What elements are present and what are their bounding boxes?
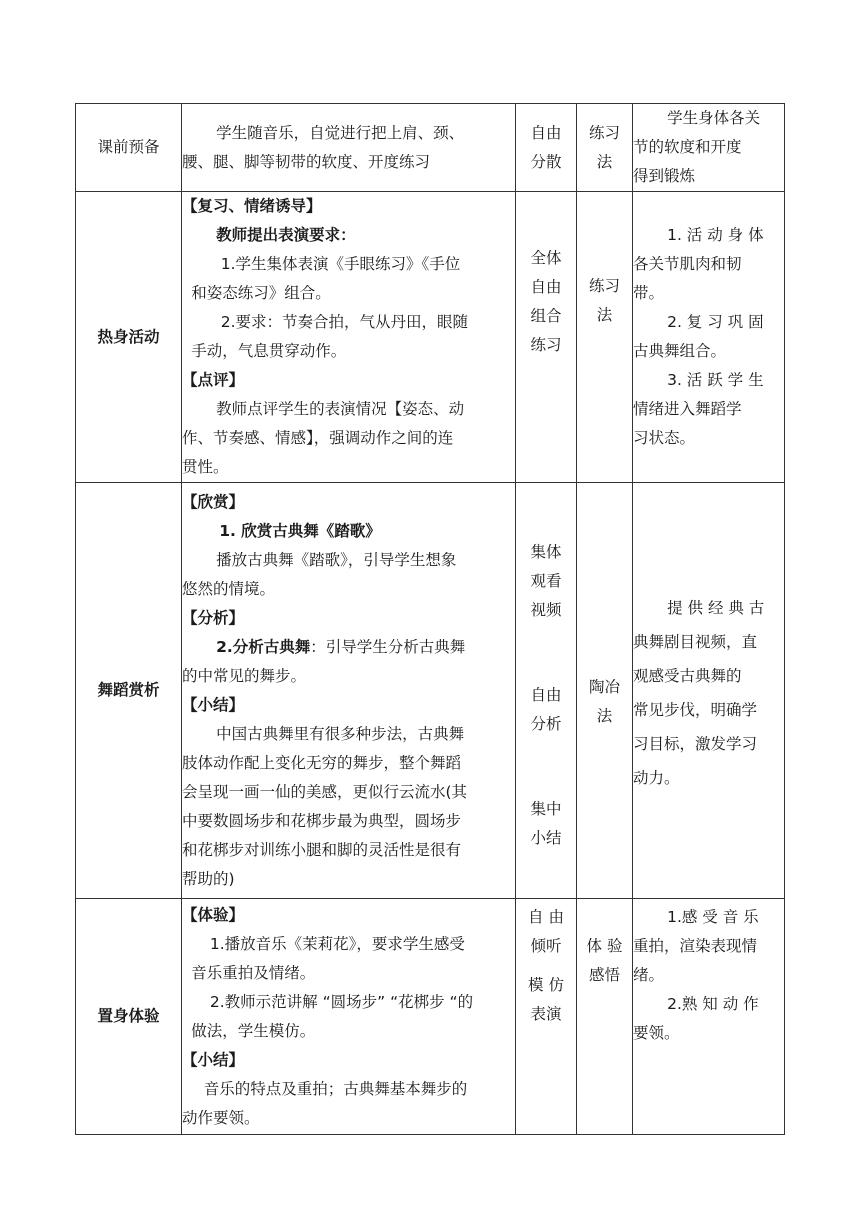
org-line: 练习	[530, 336, 562, 354]
content-line: 帮助的)	[182, 869, 235, 888]
table-row	[76, 899, 785, 1135]
org-line: 自由	[530, 686, 562, 704]
org-line: 分析	[530, 715, 562, 733]
content-line: 做法，学生模仿。	[191, 1021, 316, 1040]
content-line: 的中常见的舞步。	[182, 666, 307, 685]
section-heading: 【小结】	[182, 695, 245, 714]
method-line: 练习	[588, 123, 620, 142]
content-text: ：引导学生分析古典舞	[310, 637, 466, 656]
goal-line: 提 供 经 典 古	[667, 599, 765, 617]
org-line: 全体	[530, 249, 562, 267]
content-line: 2.教师示范讲解 “圆场步” “花梆步 “的	[209, 992, 474, 1011]
content-line	[182, 633, 515, 662]
goal-line: 动力。	[633, 769, 680, 787]
goal-line: 2. 复 习 巩 固	[667, 313, 764, 331]
content-cell	[182, 104, 516, 192]
method-cell	[577, 483, 633, 899]
goal-line: 习目标，激发学习	[633, 735, 758, 753]
stage-label: 置身体验	[97, 1007, 160, 1025]
stage-label: 热身活动	[97, 327, 160, 346]
goal-line: 3. 活 跃 学 生	[667, 371, 764, 389]
stage-cell	[76, 104, 182, 192]
org-line: 小结	[530, 829, 562, 847]
goal-line: 学生身体各关	[667, 109, 761, 127]
goal-line: 重拍，渲染表现情	[633, 937, 758, 955]
method-cell	[577, 192, 633, 483]
content-line: 1.播放音乐《茉莉花》，要求学生感受	[209, 934, 465, 953]
goal-line: 1.感 受 音 乐	[667, 908, 759, 926]
org-line: 集中	[530, 800, 562, 818]
org-line: 自由	[530, 278, 562, 296]
method-cell	[577, 104, 633, 192]
section-heading: 【复习、情绪诱导】	[182, 197, 322, 215]
method-line: 法	[596, 152, 613, 171]
content-line: 会呈现一画一仙的美感，更似行云流水(其	[182, 782, 468, 801]
goal-cell	[633, 104, 785, 192]
organization-cell	[516, 104, 577, 192]
goal-cell	[633, 192, 785, 483]
method-line: 感悟	[588, 966, 620, 984]
method-line: 陶冶	[588, 678, 620, 696]
org-line: 视频	[530, 601, 562, 619]
org-line: 模 仿	[528, 976, 564, 994]
org-line: 自 由	[528, 908, 564, 926]
goal-line: 情绪进入舞蹈学	[633, 400, 742, 418]
organization-cell	[516, 483, 577, 899]
content-bold-label: 2.分析古典舞	[216, 637, 311, 656]
method-line: 体 验	[586, 937, 623, 955]
content-line: 播放古典舞《踏歌》，引导学生想象	[216, 550, 457, 569]
content-line: 手动，气息贯穿动作。	[191, 342, 347, 360]
content-line: 腰、腿、脚等韧带的软度、开度练习	[182, 152, 431, 171]
section-heading: 【欣赏】	[182, 492, 245, 511]
goal-line: 习状态。	[633, 429, 696, 447]
org-line: 倾听	[530, 937, 562, 955]
section-subheading: 1. 欣赏古典舞《踏歌》	[219, 521, 381, 540]
goal-cell	[633, 483, 785, 899]
goal-line: 得到锻炼	[633, 167, 696, 185]
goal-line: 观感受古典舞的	[633, 667, 742, 685]
content-line: 中要数圆场步和花梆步最为典型，圆场步	[182, 811, 462, 830]
lesson-plan-table	[75, 103, 785, 1135]
goal-line: 1. 活 动 身 体	[667, 226, 764, 244]
content-line: 音乐的特点及重拍；古典舞基本舞步的	[203, 1079, 468, 1098]
goal-cell	[633, 899, 785, 1135]
content-line: 动作要领。	[182, 1108, 260, 1127]
goal-line: 绪。	[633, 966, 665, 984]
org-line: 组合	[530, 307, 562, 325]
table-row	[76, 483, 785, 899]
goal-line: 2.熟 知 动 作	[667, 995, 759, 1013]
table-row	[76, 192, 785, 483]
content-cell	[182, 192, 516, 483]
section-heading: 【体验】	[182, 905, 245, 924]
table-row	[76, 104, 785, 192]
content-line: 学生随音乐，自觉进行把上肩、颈、	[216, 123, 465, 142]
content-line: 音乐重拍及情绪。	[191, 963, 316, 982]
stage-cell	[76, 483, 182, 899]
method-cell	[577, 899, 633, 1135]
section-subheading: 教师提出表演要求：	[216, 226, 356, 244]
org-line: 分散	[530, 152, 562, 171]
section-heading: 【小结】	[182, 1050, 245, 1069]
content-line: 和姿态练习》组合。	[191, 284, 331, 302]
content-cell	[182, 483, 516, 899]
content-line: 中国古典舞里有很多种步法，古典舞	[216, 724, 465, 743]
goal-line: 节的软度和开度	[633, 138, 742, 156]
stage-cell	[76, 899, 182, 1135]
goal-line: 各关节肌肉和韧	[633, 255, 742, 273]
goal-line: 常见步伐，明确学	[633, 701, 758, 719]
stage-label: 舞蹈赏析	[97, 681, 160, 699]
content-line: 作、节奏感、情感】，强调动作之间的连	[182, 429, 454, 447]
content-line: 悠然的情境。	[182, 579, 276, 598]
goal-line: 要领。	[633, 1024, 680, 1042]
organization-cell	[516, 192, 577, 483]
content-line: 2.要求：节奏合拍，气从丹田，眼随	[220, 313, 469, 331]
content-line: 肢体动作配上变化无穷的舞步，整个舞蹈	[182, 753, 462, 772]
method-line: 练习	[588, 277, 620, 295]
method-line: 法	[596, 707, 613, 725]
org-line: 表演	[530, 1005, 562, 1023]
content-line: 教师点评学生的表演情况【姿态、动	[216, 400, 465, 418]
goal-line: 古典舞组合。	[633, 342, 727, 360]
organization-cell	[516, 899, 577, 1135]
content-line: 1.学生集体表演《手眼练习》《手位	[220, 255, 461, 273]
org-line: 集体	[530, 543, 562, 561]
method-line: 法	[596, 306, 613, 324]
stage-cell	[76, 192, 182, 483]
content-cell	[182, 899, 516, 1135]
org-line: 自由	[530, 123, 562, 142]
goal-line: 典舞剧目视频，直	[633, 633, 758, 651]
section-heading: 【分析】	[182, 608, 245, 627]
content-line: 和花梆步对训练小腿和脚的灵活性是很有	[182, 840, 462, 859]
content-line: 贯性。	[182, 458, 229, 476]
org-line: 观看	[530, 572, 562, 590]
stage-label: 课前预备	[97, 138, 160, 156]
section-heading: 【点评】	[182, 371, 245, 389]
goal-line: 带。	[633, 284, 665, 302]
